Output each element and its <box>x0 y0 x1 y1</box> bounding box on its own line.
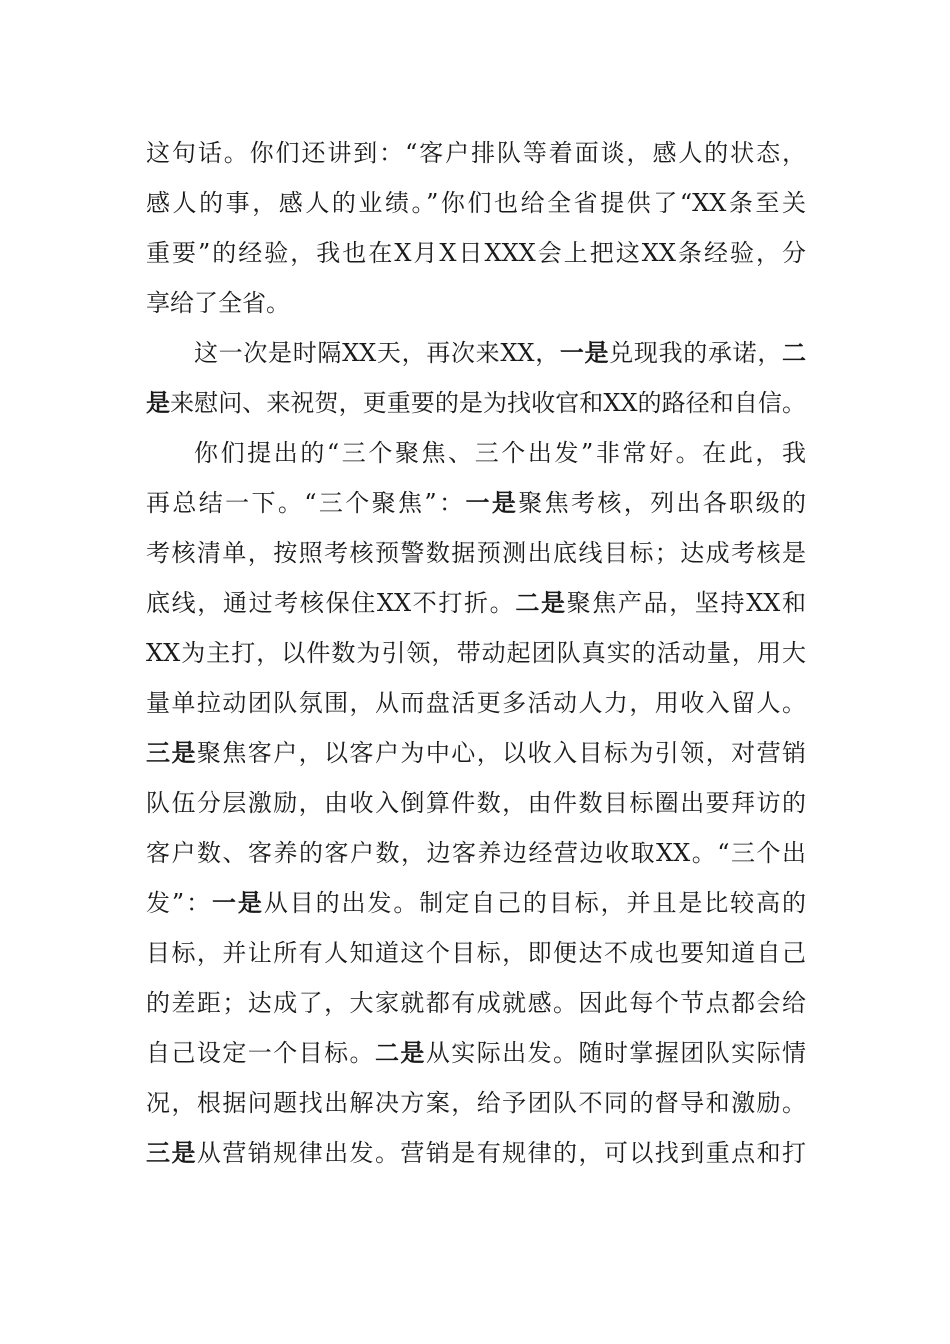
bold-run: 一是 <box>559 338 610 367</box>
text-line <box>146 778 806 828</box>
text-run: 这一次是时隔XX天，再次来XX， <box>194 339 560 367</box>
text-line <box>146 478 806 528</box>
text-run: 自己设定一个目标。 <box>146 1039 375 1067</box>
text-run: 再总结一下。“三个聚焦”： <box>146 489 466 517</box>
bold-run: 二是 <box>515 588 567 617</box>
text-line <box>146 1128 806 1178</box>
text-run: 兑现我的承诺， <box>609 339 783 367</box>
text-run: XX为主打，以件数为引领，带动起团队真实的活动量，用大 <box>146 639 806 667</box>
text-line <box>146 128 806 178</box>
text-line <box>146 278 806 328</box>
document-body <box>146 128 806 1178</box>
text-line <box>146 528 806 578</box>
text-run: 目标，并让所有人知道这个目标，即便达不成也要知道自己 <box>146 939 806 967</box>
bold-run: 是 <box>146 388 171 417</box>
text-line <box>146 328 806 378</box>
text-run: 聚焦客户，以客户为中心，以收入目标为引领，对营销 <box>196 739 807 767</box>
text-line <box>146 928 806 978</box>
text-run: 从营销规律出发。营销是有规律的，可以找到重点和打 <box>196 1139 807 1167</box>
text-run: 这句话。你们还讲到：“客户排队等着面谈，感人的状态， <box>146 139 806 167</box>
text-run: 的差距；达成了，大家就都有成就感。因此每个节点都会给 <box>146 989 806 1017</box>
text-line <box>146 1028 806 1078</box>
bold-run: 一是 <box>465 488 519 517</box>
text-run: 从目的出发。制定自己的目标，并且是比较高的 <box>263 889 807 917</box>
text-line <box>146 228 806 278</box>
paragraph <box>146 128 806 328</box>
text-run: 从实际出发。随时掌握团队实际情 <box>425 1039 807 1067</box>
text-run: 重要”的经验，我也在X月X日XXX会上把这XX条经验，分 <box>146 239 806 267</box>
text-run: 量单拉动团队氛围，从而盘活更多活动人力，用收入留人。 <box>146 689 806 717</box>
text-run: 客户数、客养的客户数，边客养边经营边收取XX。“三个出 <box>146 839 806 867</box>
bold-run: 二 <box>782 338 807 367</box>
text-run: 聚焦产品，坚持XX和 <box>566 589 807 617</box>
text-line <box>146 428 806 478</box>
text-line <box>146 728 806 778</box>
paragraph <box>146 328 806 428</box>
bold-run: 三是 <box>146 1138 197 1167</box>
bold-run: 三是 <box>146 738 197 767</box>
text-run: 发”： <box>146 889 212 917</box>
text-line <box>146 878 806 928</box>
text-line <box>146 578 806 628</box>
paragraph <box>146 428 806 1178</box>
text-run: 队伍分层激励，由收入倒算件数，由件数目标圈出要拜访的 <box>146 789 806 817</box>
text-run: 你们提出的“三个聚焦、三个出发”非常好。在此，我 <box>194 439 806 467</box>
text-line <box>146 978 806 1028</box>
text-line <box>146 378 806 428</box>
text-line <box>146 628 806 678</box>
text-line <box>146 678 806 728</box>
text-run: 考核清单，按照考核预警数据预测出底线目标；达成考核是 <box>146 539 806 567</box>
text-run: 底线，通过考核保住XX不打折。 <box>146 589 516 617</box>
text-line <box>146 1078 806 1128</box>
text-run: 来慰问、来祝贺，更重要的是为找收官和XX的路径和自信。 <box>170 389 807 417</box>
text-run: 感人的事，感人的业绩。”你们也给全省提供了“XX条至关 <box>146 189 806 217</box>
bold-run: 一是 <box>212 888 264 917</box>
text-line <box>146 828 806 878</box>
text-run: 享给了全省。 <box>146 289 290 317</box>
text-line <box>146 178 806 228</box>
text-run: 聚焦考核，列出各职级的 <box>518 489 807 517</box>
text-run: 况，根据问题找出解决方案，给予团队不同的督导和激励。 <box>146 1089 806 1117</box>
bold-run: 二是 <box>374 1038 426 1067</box>
